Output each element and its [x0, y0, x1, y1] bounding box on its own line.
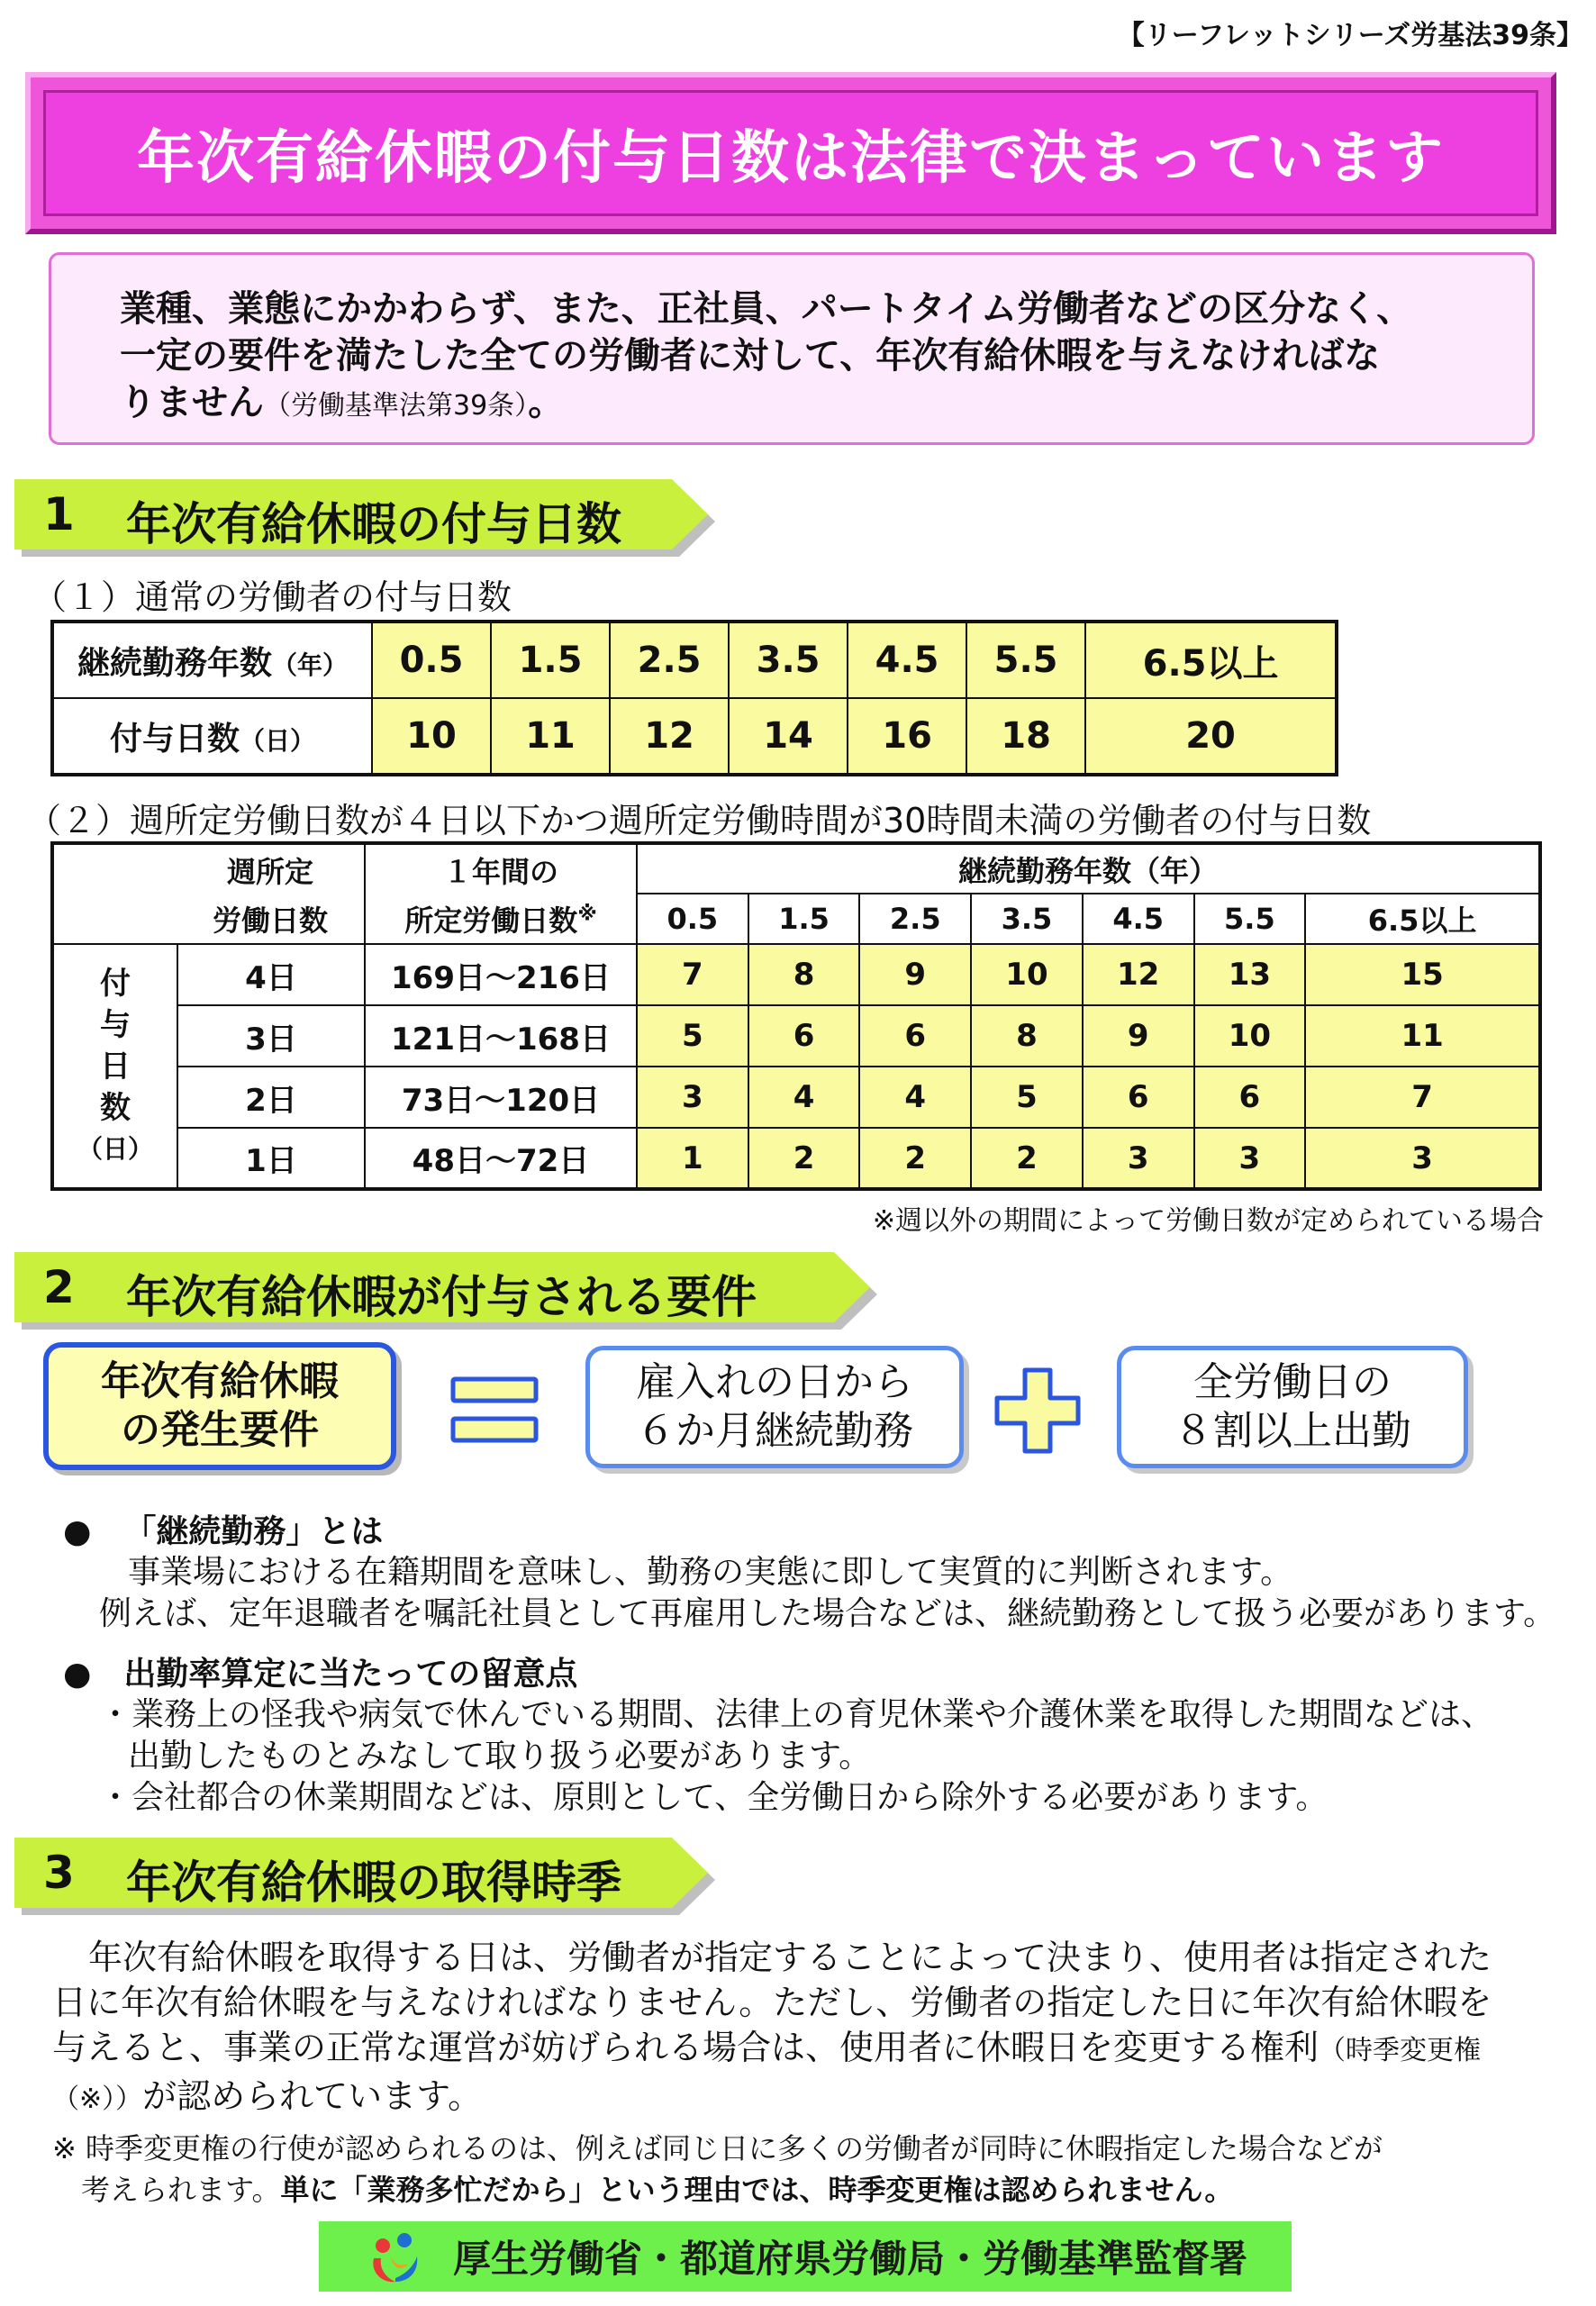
intro-line-2: 一定の要件を満たした全ての労働者に対して、年次有給休暇を与えなければな — [120, 335, 1381, 377]
bullet-continuous-service — [63, 1506, 1576, 1635]
year-header-cell: 1.5 — [748, 894, 860, 944]
bullet-attendance-rate — [63, 1648, 1576, 1819]
table-footnote: ※週以外の期間によって労働日数が定められている場合 — [872, 1205, 1544, 1237]
annual-days-cell: 169日～216日 — [365, 944, 637, 1005]
days-cell: 9 — [859, 944, 971, 1005]
section-2-header — [14, 1252, 870, 1322]
year-cell: 6.5以上 — [1085, 622, 1337, 698]
side-unit: （日） — [77, 1133, 153, 1164]
bullet-body-line: 出勤したものとみなして取り扱う必要があります。 — [128, 1738, 872, 1775]
days-cell: 3 — [637, 1067, 748, 1128]
footnote-line-2a: 考えられます。 — [81, 2173, 281, 2207]
table-row — [52, 622, 1337, 698]
footnote-line-2 — [52, 2169, 1574, 2211]
condition-2-line-1: 全労働日の — [1193, 1359, 1392, 1405]
subheading-normal-workers: （１）通常の労働者の付与日数 — [32, 577, 512, 617]
header-annual-days-2-wrap — [366, 898, 636, 940]
section-3-number: 3 — [43, 1847, 75, 1899]
table-row — [52, 944, 1540, 1005]
header-annual-days — [365, 843, 637, 944]
table-row — [52, 1005, 1540, 1067]
intro-box — [49, 252, 1535, 445]
condition-2-line-2: ８割以上出勤 — [1174, 1408, 1411, 1454]
row-label-years-text: 継続勤務年数 — [77, 644, 272, 682]
year-cell: 3.5 — [729, 622, 848, 698]
weekly-days-cell: 4日 — [177, 944, 365, 1005]
side-char: 数 — [100, 1089, 131, 1126]
footer-banner — [319, 2221, 1292, 2292]
side-char: 日 — [100, 1048, 131, 1085]
requirement-box-line-2: の発生要件 — [121, 1407, 319, 1453]
days-cell: 8 — [971, 1005, 1083, 1067]
equals-icon — [450, 1376, 539, 1447]
ministry-logo-icon — [363, 2228, 426, 2285]
days-cell: 10 — [971, 944, 1083, 1005]
days-cell: 2 — [971, 1128, 1083, 1189]
days-cell: 4 — [748, 1067, 860, 1128]
side-char: 与 — [100, 1006, 131, 1043]
header-weekly-days — [52, 843, 365, 944]
table-row — [52, 843, 1540, 894]
year-header-cell: 2.5 — [859, 894, 971, 944]
section-2-number: 2 — [43, 1261, 75, 1313]
days-cell: 1 — [637, 1128, 748, 1189]
paragraph-line-3-text: 与えると、事業の正常な運営が妨げられる場合は、使用者に休暇日を変更する権利 — [52, 2028, 1319, 2067]
footnote-line-2b: 単に「業務多忙だから」という理由では、時季変更権は認められません。 — [280, 2173, 1234, 2207]
grant-days-table-part-time — [50, 841, 1542, 1191]
table-row — [52, 698, 1337, 775]
annual-days-cell: 121日～168日 — [365, 1005, 637, 1067]
row-label-days-text: 付与日数 — [109, 720, 240, 758]
section-2-title: 年次有給休暇が付与される要件 — [126, 1271, 757, 1323]
header-continuous-years: 継続勤務年数（年） — [637, 843, 1540, 894]
header-annual-days-1: １年間の — [442, 854, 558, 889]
days-cell: 4 — [859, 1067, 971, 1128]
days-cell: 13 — [1194, 944, 1306, 1005]
row-label-days-unit: （日） — [240, 725, 316, 756]
paragraph-line: 年次有給休暇を取得する日は、労働者が指定することによって決まり、使用者は指定された — [88, 1938, 1492, 1977]
subheading-part-time-workers: （２）週所定労働日数が４日以下かつ週所定労働時間が30時間未満の労働者の付与日数 — [27, 801, 1372, 840]
header-weekly-days-2: 労働日数 — [212, 903, 328, 938]
equals-icon-svg — [450, 1376, 539, 1443]
days-cell: 6 — [1194, 1067, 1306, 1128]
section-3-header — [14, 1838, 708, 1908]
year-cell: 1.5 — [491, 622, 610, 698]
days-cell: 3 — [1083, 1128, 1194, 1189]
bullet-body-line: 例えば、定年退職者を嘱託社員として再雇用した場合などは、継続勤務として扱う必要があります。 — [99, 1595, 1556, 1632]
days-cell: 7 — [637, 944, 748, 1005]
weekly-days-cell: 3日 — [177, 1005, 365, 1067]
year-header-cell: 6.5以上 — [1305, 894, 1540, 944]
paragraph-line-3 — [52, 2025, 1574, 2074]
year-cell: 5.5 — [966, 622, 1085, 698]
annual-days-cell: 73日～120日 — [365, 1067, 637, 1128]
year-cell: 2.5 — [610, 622, 729, 698]
days-cell: 14 — [729, 698, 848, 775]
year-header-cell: 5.5 — [1194, 894, 1306, 944]
days-cell: 12 — [1083, 944, 1194, 1005]
table-row — [52, 1128, 1540, 1189]
days-cell: 2 — [859, 1128, 971, 1189]
bullet-body-line: ・業務上の怪我や病気で休んでいる期間、法律上の育児休業や介護休業を取得した期間などは、 — [99, 1696, 1494, 1733]
title-banner — [25, 72, 1556, 234]
header-weekly-days-1: 週所定 — [226, 854, 313, 889]
days-cell: 10 — [1194, 1005, 1306, 1067]
days-cell: 8 — [748, 944, 860, 1005]
days-cell: 6 — [1083, 1067, 1194, 1128]
bullet-title-wrap — [63, 1648, 1576, 1694]
plus-icon-svg — [994, 1367, 1081, 1454]
series-tag: 【リーフレットシリーズ労基法39条】 — [1117, 20, 1583, 51]
row-label-years-unit: （年） — [272, 649, 349, 680]
days-cell: 6 — [748, 1005, 860, 1067]
section-1-header — [14, 479, 708, 549]
year-header-cell: 4.5 — [1083, 894, 1194, 944]
days-cell: 20 — [1085, 698, 1337, 775]
days-cell: 11 — [1305, 1005, 1540, 1067]
days-cell: 16 — [848, 698, 966, 775]
paragraph-line-3-small: （時季変更権 — [1319, 2035, 1482, 2066]
year-header-cell: 0.5 — [637, 894, 748, 944]
section-3-footnote — [52, 2128, 1574, 2211]
year-cell: 0.5 — [372, 622, 491, 698]
footnote-line-1: ※ 時季変更権の行使が認められるのは、例えば同じ日に多くの労働者が同時に休暇指定した場合などが — [52, 2131, 1383, 2165]
condition-1-line-2: ６か月継続勤務 — [636, 1408, 913, 1454]
days-cell: 5 — [637, 1005, 748, 1067]
intro-line-3-text: りません — [120, 382, 264, 423]
footer-text: 厚生労働省・都道府県労働局・労働基準監督署 — [452, 2237, 1247, 2281]
condition-continuous-service-box — [585, 1346, 964, 1468]
section-3-title: 年次有給休暇の取得時季 — [126, 1857, 621, 1909]
requirement-box — [43, 1342, 396, 1470]
days-cell: 18 — [966, 698, 1085, 775]
side-char: 付 — [100, 965, 131, 1002]
paragraph-line-4-small: （※）） — [52, 2084, 143, 2115]
days-cell: 9 — [1083, 1005, 1194, 1067]
days-cell: 5 — [971, 1067, 1083, 1128]
row-label-years — [52, 622, 372, 698]
side-label-grant-days — [52, 944, 177, 1189]
days-cell: 6 — [859, 1005, 971, 1067]
days-cell: 7 — [1305, 1067, 1540, 1128]
days-cell: 11 — [491, 698, 610, 775]
year-cell: 4.5 — [848, 622, 966, 698]
requirement-box-line-1: 年次有給休暇 — [101, 1358, 339, 1404]
days-cell: 15 — [1305, 944, 1540, 1005]
condition-attendance-box — [1117, 1346, 1468, 1468]
paragraph-line: 日に年次有給休暇を与えなければなりません。ただし、労働者の指定した日に年次有給休暇を — [52, 1983, 1492, 2022]
weekly-days-cell: 1日 — [177, 1128, 365, 1189]
year-header-cell: 3.5 — [971, 894, 1083, 944]
section-1-number: 1 — [43, 488, 75, 540]
bullet-dot-icon: ● — [63, 1513, 92, 1550]
row-label-days — [52, 698, 372, 775]
days-cell: 3 — [1194, 1128, 1306, 1189]
intro-line-3-end: 。 — [528, 382, 565, 423]
intro-line-1: 業種、業態にかかわらず、また、正社員、パートタイム労働者などの区分なく、 — [120, 288, 1413, 330]
days-cell: 2 — [748, 1128, 860, 1189]
intro-line-3 — [120, 379, 1464, 430]
condition-1-line-1: 雇入れの日から — [636, 1359, 913, 1405]
days-cell: 10 — [372, 698, 491, 775]
days-cell: 3 — [1305, 1128, 1540, 1189]
bullet-body-line: 事業場における在籍期間を意味し、勤務の実態に即して実質的に判断されます。 — [128, 1554, 1293, 1591]
page-title: 年次有給休暇の付与日数は法律で決まっています — [137, 125, 1445, 192]
title-banner-inner — [43, 90, 1538, 216]
section-3-paragraph — [52, 1935, 1574, 2122]
paragraph-line-4-text: が認められています。 — [142, 2076, 483, 2116]
bullet-body-line: ・会社都合の休業期間などは、原則として、全労働日から除外する必要があります。 — [99, 1779, 1328, 1816]
intro-law-ref: （労働基準法第39条） — [264, 390, 529, 422]
section-1-title: 年次有給休暇の付与日数 — [126, 498, 621, 550]
grant-days-table-regular — [50, 620, 1338, 776]
annual-days-cell: 48日～72日 — [365, 1128, 637, 1189]
bullet-title: 「継続勤務」とは — [123, 1513, 384, 1550]
table-row — [52, 1067, 1540, 1128]
days-cell: 12 — [610, 698, 729, 775]
bullet-title: 出勤率算定に当たっての留意点 — [123, 1656, 578, 1693]
paragraph-line-4 — [52, 2074, 1574, 2122]
plus-icon — [994, 1367, 1081, 1457]
weekly-days-cell: 2日 — [177, 1067, 365, 1128]
bullet-title-wrap — [63, 1506, 1576, 1552]
bullet-dot-icon: ● — [63, 1656, 92, 1693]
header-annual-days-2: 所定労働日数 — [404, 903, 578, 938]
header-annual-days-mark: ※ — [577, 902, 597, 925]
